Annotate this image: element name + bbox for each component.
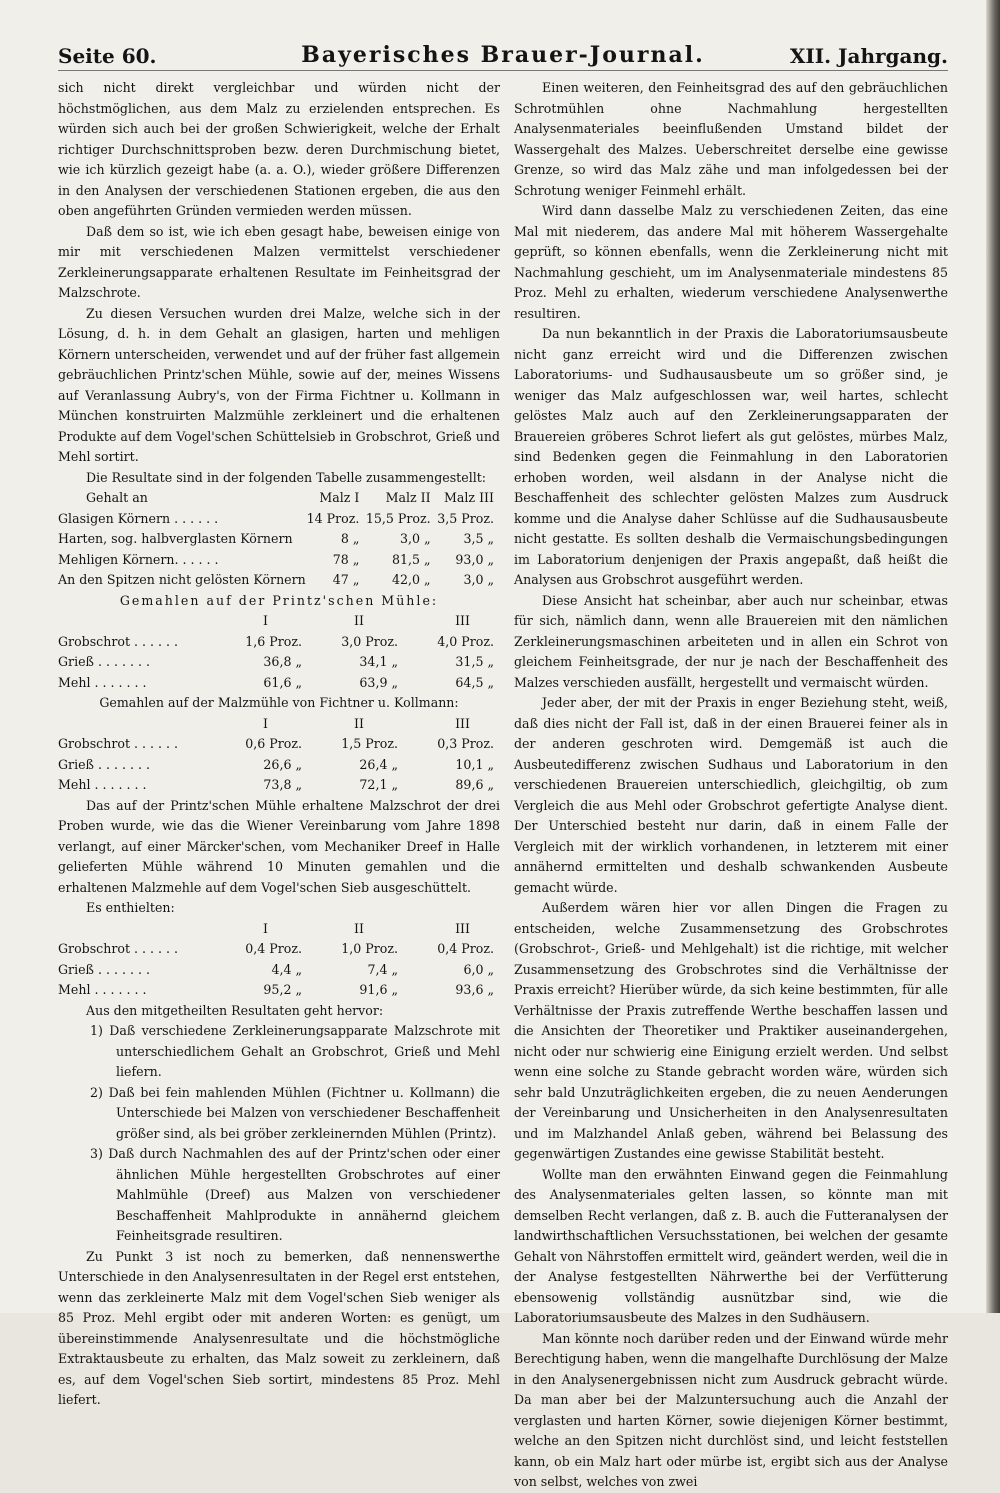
paragraph: Daß dem so ist, wie ich eben gesagt habe, beweisen einige von mir mit verschiedenen Malzen vermittelst verschiedener Zerkleinerungsapparate erhaltenen Resultate im Feinheitsgrad der Malzschrote. (58, 223, 500, 300)
table-cell: 73,8 „ (263, 777, 302, 792)
left-column (58, 78, 500, 1411)
table-row (58, 632, 500, 653)
table-cell: Mehl . . . . . . . (58, 674, 147, 690)
table-cell: 3,0 Proz. (341, 633, 398, 649)
table-cell: Harten, sog. halbverglasten Körnern (58, 531, 293, 546)
conclusions-list (58, 1021, 500, 1247)
table-header-row (58, 714, 500, 735)
table-header-row (58, 488, 500, 509)
table-header-cell: Malz II (385, 490, 431, 505)
page-number: Seite 60. (58, 44, 157, 68)
table-cell: Grobschrot . . . . . . (58, 736, 179, 751)
paragraph: Die Resultate sind in der folgenden Tabelle zusammengestellt: (86, 469, 487, 485)
table-grain-content (58, 488, 500, 591)
table-cell: 47 „ (332, 572, 360, 587)
table-cell: 0,4 Proz. (437, 941, 494, 956)
list-item: 2) Daß bei fein mahlenden Mühlen (Fichtner u. Kollmann) die Unterschiede bei Malzen von verschiedener Beschaffenheit größer sind, als bei gröber zerkleinernden Mühlen (Printz). (90, 1084, 500, 1141)
list-item: 3) Daß durch Nachmahlen des auf der Printz'schen oder einer ähnlichen Mühle hergestellten Grobschrotes auf einer Mahlmühle (Dreef) aus Malzen von verschiedener Beschaffenheit Mahlprodukte in annähernd gleichem Feinheitsgrade resultiren. (90, 1146, 500, 1243)
table-cell: 4,4 „ (271, 961, 302, 977)
table-row (58, 775, 500, 796)
paragraph: Da nun bekanntlich in der Praxis die Laboratoriumsausbeute nicht ganz erreicht wird und die Differenzen zwischen Laboratoriums- und Sudhausausbeute um so größer sind, je weniger das Malz aufgeschlossen war, weil hartes, schlecht gelöstes Malz auch auf den Zerkleinerungsapparaten der Brauereien gröberes Schrot liefert als gut gelöstes, mürbes Malz, sind Bedenken gegen die Feinmahlung in den Laboratorien erhoben worden, weil alsdann in der Analyse nicht die Beschaffenheit des schlechter gelösten Malzes zum Ausdruck komme und die Analyse daher Schlüsse auf die Sudhausausbeute nicht gestatte. Es sollten deshalb die Vermaischungsbedingungen im Laboratorium denjenigen der Praxis angepaßt, daß heißt die Analysen aus Grobschrot ausgeführt werden. (514, 326, 948, 587)
paragraph: Zu Punkt 3 ist noch zu bemerken, daß nennenswerthe Unterschiede in den Analysenresultaten in der Regel erst entstehen, wenn das zerkleinerte Malz mit dem Vogel'schen Sieb weniger als 85 Proz. Mehl ergibt oder mit anderen Worten: es genügt, um übereinstimmende Analysenresultate und die höchstmögliche Extraktausbeute zu erhalten, das Malz soweit zu zerkleinern, daß es, auf dem Vogel'schen Sieb sortirt, mindestens 85 Proz. Mehl liefert. (58, 1248, 500, 1407)
table-header-cell (58, 611, 218, 632)
table-cell: 10,1 „ (455, 756, 494, 772)
table-cell: 93,0 „ (455, 551, 494, 567)
table-row (58, 509, 500, 530)
paragraph: Aus den mitgetheilten Resultaten geht hervor: (86, 1002, 384, 1018)
table-header-row (58, 611, 500, 632)
table-cell: 89,6 „ (455, 777, 494, 792)
table-fichtner-mill (58, 714, 500, 796)
table-row (58, 939, 500, 960)
table-header-cell: Malz I (319, 490, 360, 505)
table-cell: 0,3 Proz. (437, 736, 494, 751)
page-header (58, 40, 948, 71)
table-row (58, 755, 500, 776)
table-cell: 78 „ (332, 551, 360, 567)
table-header-row (58, 919, 500, 940)
table-header-cell: Gehalt an (86, 490, 148, 505)
table-cell: 93,6 „ (455, 982, 494, 997)
table-cell: 0,4 Proz. (245, 941, 302, 956)
volume-label: XII. Jahrgang. (789, 44, 948, 68)
table-row (58, 980, 500, 1001)
table-cell: 6,0 „ (463, 961, 494, 977)
paragraph: Einen weiteren, den Feinheitsgrad des auf den gebräuchlichen Schrotmühlen ohne Nachmahlung hergestellten Analysenmateriales beeinflußenden Umstand bildet der Wassergehalt des Malzes. Ueberschreitet derselbe eine gewisse Grenze, so wird das Malz zähe und man infolgedessen bei der Schrotung weniger Feinmehl erhält. (514, 80, 948, 198)
table-cell: Mehl . . . . . . . (58, 982, 147, 997)
table-cell: 26,6 „ (263, 756, 302, 772)
table-printz-mill (58, 611, 500, 693)
table-cell: 1,5 Proz. (341, 736, 398, 751)
table-row (58, 960, 500, 981)
table-row (58, 550, 500, 571)
table-cell: Grieß . . . . . . . (58, 654, 151, 669)
table-cell: 3,5 „ (463, 531, 494, 546)
table-cell: 31,5 „ (455, 654, 494, 669)
table-row (58, 652, 500, 673)
paragraph: Außerdem wären hier vor allen Dingen die Fragen zu entscheiden, welche Zusammensetzung des Grobschrotes (Grobschrot-, Grieß- und Mehlgehalt) ist die richtige, mit welcher Zusammensetzung des Grobschrotes sind die Verhältnisse der Praxis erreicht? Hierüber würde, da sich keine bestimmten, für alle Verhältnisse der Praxis zutreffende Werthe beschaffen lassen und die Ansichten der Theoretiker und Praktiker auseinandergehen, nicht oder nur schwierig eine Einigung erzielt werden. Und selbst wenn eine solche zu Stande gebracht worden wäre, würden sich sehr bald Unzuträglichkeiten ergeben, die zu neuen Aenderungen der Vereinbarung und Unsicherheiten in den Analysenresultaten und im Malzhandel Anlaß geben, während bei Belassung des gegenwärtigen Zustandes eine gewisse Stabilität besteht. (514, 900, 948, 1161)
table-cell: 3,0 „ (400, 531, 431, 546)
table-cell: 72,1 „ (359, 777, 398, 792)
table-header-cell: III (455, 613, 470, 628)
table-cell: 3,5 Proz. (437, 510, 494, 526)
table-header-cell (58, 919, 218, 940)
table-cell: An den Spitzen nicht gelösten Körnern (58, 572, 306, 587)
table-cell: Grobschrot . . . . . . (58, 941, 179, 956)
list-item: 1) Daß verschiedene Zerkleinerungsapparate Malzschrote mit unterschiedlichem Gehalt an Grobschrot, Grieß und Mehl liefern. (90, 1023, 500, 1079)
table-cell: Glasigen Körnern . . . . . . (58, 510, 219, 526)
table-cell: 42,0 „ (392, 572, 431, 587)
table-header-cell: II (354, 613, 364, 628)
paragraph: Diese Ansicht hat scheinbar, aber auch nur scheinbar, etwas für sich, nämlich dann, wenn alle Brauereien mit den nämlichen Zerkleinerungsmaschinen arbeiteten und in allen ein Schrot von gleichem Feinheitsgrade, der nur je nach der Beschaffenheit des Malzes verschieden ausfällt, hergestellt und vermaischt würden. (514, 592, 948, 690)
table-caption: Gemahlen auf der Printz'schen Mühle: (119, 592, 439, 608)
table-cell: 64,5 „ (455, 674, 494, 690)
table-cell: 7,4 „ (367, 961, 398, 977)
table-cell: Grieß . . . . . . . (58, 756, 151, 772)
table-cell: 34,1 „ (359, 654, 398, 669)
table-cell: 0,6 Proz. (245, 736, 302, 751)
table-cell: Grieß . . . . . . . (58, 961, 151, 977)
table-header-cell: Malz III (444, 490, 494, 505)
table-header-cell: III (455, 715, 470, 731)
paragraph: Wollte man den erwähnten Einwand gegen die Feinmahlung des Analysenmateriales gelten lassen, so könnte man mit demselben Recht verlangen, daß z. B. auch die Futteranalysen der landwirthschaftlichen Versuchsstationen, bei welchen der gesamte Gehalt von Nährstoffen ermittelt wird, geändert werden, weil die in der Analyse festgestellten Nährwerthe bei der Verfütterung ebensowenig vollständig ausnützbar sind, wie die Laboratoriumsausbeute des Malzes in den Sudhäusern. (514, 1166, 948, 1325)
table-cell: 26,4 „ (359, 756, 398, 772)
table-cell: 91,6 „ (359, 982, 398, 997)
table-after-regrinding (58, 919, 500, 1001)
table-header-cell: III (455, 920, 470, 936)
table-cell: Mehl . . . . . . . (58, 777, 147, 792)
table-cell: 36,8 „ (263, 654, 302, 669)
page-edge-shadow (986, 0, 1000, 1313)
table-header-cell: II (354, 920, 364, 936)
paragraph: Das auf der Printz'schen Mühle erhaltene Malzschrot der drei Proben wurde, wie das die Wiener Vereinbarung vom Jahre 1898 verlangt, auf einer Märcker'schen, vom Mechaniker Dreef in Halle gelieferten Mühle während 10 Minuten gemahlen und die erhaltenen Malzmehle auf dem Vogel'schen Sieb ausgeschüttelt. (58, 797, 500, 895)
paragraph: Jeder aber, der mit der Praxis in enger Beziehung steht, weiß, daß dies nicht der Fall ist, daß in der einen Brauerei feiner als in der anderen geschroten wird. Demgemäß ist auch die Ausbeutedifferenz zwischen Sudhaus und Laboratorium in den verschiedenen Brauereien unterschiedlich, gleichgiltig, ob zum Vergleich die aus Mehl oder Grobschrot gefertigte Analyse dient. Der Unterschied besteht nur darin, daß in einem Falle der Vergleich mit der wirklich vorhandenen, in letzterem mit einer annähernd ermittelten und deshalb schwankenden Ausbeute gemacht würde. (514, 695, 948, 895)
table-header-cell: I (263, 715, 268, 731)
table-cell: Mehligen Körnern. . . . . . (58, 551, 219, 567)
table-row (58, 673, 500, 694)
table-cell: 15,5 Proz. (365, 510, 431, 526)
table-cell: 4,0 Proz. (437, 633, 494, 649)
table-header-cell (58, 714, 218, 735)
journal-title: Bayerisches Brauer-Journal. (301, 42, 705, 68)
table-cell: 61,6 „ (263, 674, 302, 690)
right-column (514, 78, 948, 1493)
table-cell: 63,9 „ (359, 674, 398, 690)
paragraph: sich nicht direkt vergleichbar und würden nicht der höchstmöglichen, aus dem Malz zu erzielenden entsprechen. Es würden sich auch bei der großen Schwierigkeit, welche der Erhalt richtiger Durchschnittsproben bezw. deren Durchmischung bietet, wie ich kürzlich gezeigt habe (a. a. O.), wieder größere Differenzen in den Analysen der verschiedenen Stationen ergeben, die aus den oben angeführten Gründen vermieden werden müssen. (58, 80, 500, 218)
paragraph: Zu diesen Versuchen wurden drei Malze, welche sich in der Lösung, d. h. in dem Gehalt an glasigen, harten und mehligen Körnern unterscheiden, verwendet und auf der früher fast allgemein gebräuchlichen Printz'schen Mühle, sowie auf der, meines Wissens auf Veranlassung Aubry's, von der Firma Fichtner u. Kollmann in München konstruirten Malzmühle zerkleinert und die erhaltenen Produkte auf dem Vogel'schen Schüttelsieb in Grobschrot, Grieß und Mehl sortirt. (58, 305, 500, 464)
paragraph: Wird dann dasselbe Malz zu verschiedenen Zeiten, das eine Mal mit niederem, das andere Mal mit höherem Wassergehalte geprüft, so können ebenfalls, wenn die Zerkleinerung nicht mit Nachmahlung geschieht, um im Analysenmateriale mindestens 85 Proz. Mehl zu erhalten, wiederum verschiedene Analysenwerthe resultiren. (514, 203, 948, 321)
table-cell: 95,2 „ (263, 982, 302, 997)
table-cell: 8 „ (340, 531, 360, 546)
table-cell: 81,5 „ (392, 551, 431, 567)
table-cell: 14 Proz. (306, 510, 360, 526)
table-caption: Gemahlen auf der Malzmühle von Fichtner u. Kollmann: (99, 695, 459, 710)
table-cell: 3,0 „ (463, 572, 494, 587)
table-header-cell: I (263, 613, 268, 628)
paragraph: Es enthielten: (86, 900, 175, 915)
table-row (58, 734, 500, 755)
table-cell: 1,0 Proz. (341, 941, 398, 956)
table-row (58, 570, 500, 591)
table-header-cell: I (263, 920, 268, 936)
paragraph: Man könnte noch darüber reden und der Einwand würde mehr Berechtigung haben, wenn die mangelhafte Durchlösung der Malze in den Analysenergebnissen nicht zum Ausdruck gebracht würde. Da man aber bei der Malzuntersuchung auch die Anzahl der verglasten und harten Körner, sowie diejenigen Körner bestimmt, welche an den Spitzen nicht durchlöst sind, und leicht feststellen kann, ob ein Malz hart oder mürbe ist, ergibt sich aus der Analyse von selbst, welches von zwei (514, 1330, 948, 1489)
table-cell: 1,6 Proz. (245, 633, 302, 649)
table-header-cell: II (354, 715, 364, 731)
table-row (58, 529, 500, 550)
table-cell: Grobschrot . . . . . . (58, 633, 179, 649)
